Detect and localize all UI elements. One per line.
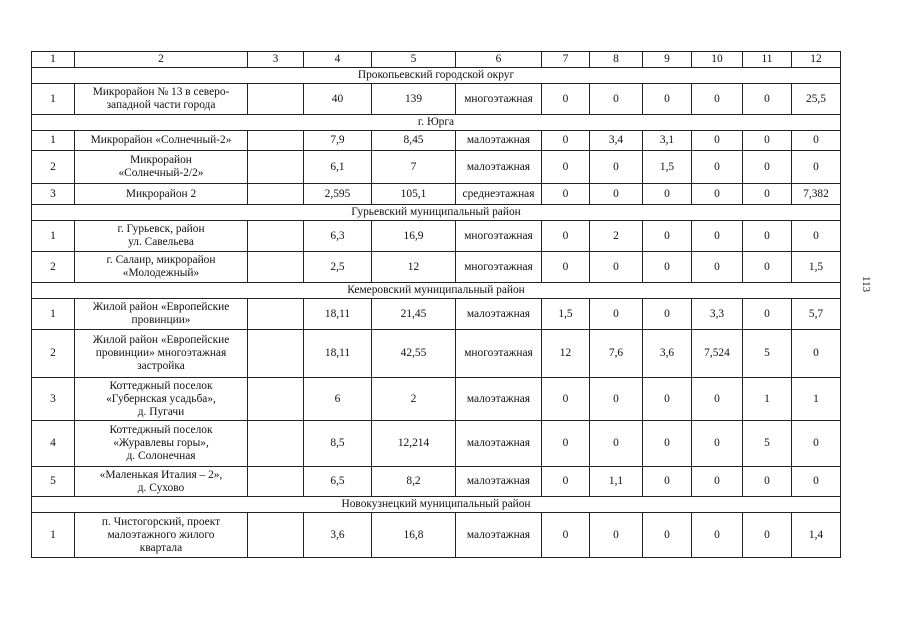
table-cell: среднеэтажная — [456, 184, 542, 205]
table-cell: 21,45 — [372, 299, 456, 330]
section-title: Гурьевский муниципальный район — [32, 205, 841, 221]
table-row — [32, 184, 841, 205]
table-cell: 7,524 — [692, 330, 743, 378]
object-name-cell: Жилой район «Европейские провинции» — [75, 299, 248, 330]
table-cell: 3,3 — [692, 299, 743, 330]
table-cell: 1 — [32, 131, 75, 151]
table-cell: 7,382 — [792, 184, 841, 205]
table-cell: 1 — [32, 84, 75, 115]
table-cell: 4 — [32, 421, 75, 467]
table-cell: малоэтажная — [456, 378, 542, 421]
table-cell: 2,5 — [304, 252, 372, 283]
table-cell: 25,5 — [792, 84, 841, 115]
column-number-cell: 2 — [75, 52, 248, 68]
table-cell: 0 — [743, 513, 792, 558]
table-row — [32, 84, 841, 115]
section-row — [32, 115, 841, 131]
section-title: г. Юрга — [32, 115, 841, 131]
table-cell: 0 — [643, 378, 692, 421]
table-cell: 0 — [792, 221, 841, 252]
table-row — [32, 330, 841, 378]
table-cell: 8,2 — [372, 467, 456, 497]
table-cell: 0 — [692, 378, 743, 421]
table-cell: 5,7 — [792, 299, 841, 330]
table-cell: 2 — [32, 151, 75, 184]
table-cell: 0 — [743, 184, 792, 205]
table-cell: 18,11 — [304, 299, 372, 330]
table-cell: 16,8 — [372, 513, 456, 558]
table-cell: малоэтажная — [456, 299, 542, 330]
table-cell: 0 — [590, 299, 643, 330]
column-number-cell: 9 — [643, 52, 692, 68]
table-cell: 16,9 — [372, 221, 456, 252]
table-cell: 7,9 — [304, 131, 372, 151]
table-cell: 1,5 — [792, 252, 841, 283]
column-number-cell: 8 — [590, 52, 643, 68]
table-cell: многоэтажная — [456, 252, 542, 283]
table-row — [32, 467, 841, 497]
table-row — [32, 221, 841, 252]
object-name-cell: Микрорайон «Солнечный-2» — [75, 131, 248, 151]
table-cell: 1,5 — [643, 151, 692, 184]
table-cell: 0 — [743, 131, 792, 151]
object-name-cell: Коттеджный поселок «Губернская усадьба», д. Пугачи — [75, 378, 248, 421]
table-cell: 2,595 — [304, 184, 372, 205]
table-cell: 1 — [32, 513, 75, 558]
section-title: Кемеровский муниципальный район — [32, 283, 841, 299]
table-cell: 0 — [792, 151, 841, 184]
section-row — [32, 205, 841, 221]
object-name-cell: г. Гурьевск, район ул. Савельева — [75, 221, 248, 252]
table-cell: 0 — [590, 378, 643, 421]
table-cell: 6 — [304, 378, 372, 421]
table-cell: малоэтажная — [456, 467, 542, 497]
table-cell: 12 — [372, 252, 456, 283]
table-row — [32, 299, 841, 330]
table-cell: 0 — [643, 299, 692, 330]
table-cell: 139 — [372, 84, 456, 115]
table-cell: 2 — [372, 378, 456, 421]
table-row — [32, 252, 841, 283]
table-cell: 0 — [743, 467, 792, 497]
table-cell: малоэтажная — [456, 151, 542, 184]
table-cell: 0 — [692, 467, 743, 497]
section-title: Прокопьевский городской округ — [32, 68, 841, 84]
table-cell: 1,4 — [792, 513, 841, 558]
table-cell — [248, 184, 304, 205]
column-number-cell: 11 — [743, 52, 792, 68]
column-number-cell: 12 — [792, 52, 841, 68]
table-cell: 1 — [743, 378, 792, 421]
table-cell: 1 — [32, 299, 75, 330]
section-row — [32, 68, 841, 84]
table-cell: 0 — [792, 421, 841, 467]
table-cell: 12,214 — [372, 421, 456, 467]
table-cell: 0 — [643, 513, 692, 558]
table-cell — [248, 513, 304, 558]
table-cell: 12 — [542, 330, 590, 378]
table-cell: многоэтажная — [456, 221, 542, 252]
table-cell: 0 — [542, 421, 590, 467]
table-cell: 0 — [542, 221, 590, 252]
table-cell: 0 — [692, 252, 743, 283]
table-cell: 6,5 — [304, 467, 372, 497]
table-cell: 3,1 — [643, 131, 692, 151]
table-cell: 0 — [743, 299, 792, 330]
table-cell: 8,5 — [304, 421, 372, 467]
table-cell: малоэтажная — [456, 421, 542, 467]
table-cell: 0 — [643, 421, 692, 467]
column-number-row — [32, 52, 841, 68]
table-cell: 1 — [32, 221, 75, 252]
table-cell — [248, 467, 304, 497]
object-name-cell: Микрорайон 2 — [75, 184, 248, 205]
table-cell: 0 — [542, 378, 590, 421]
table-cell: 0 — [692, 513, 743, 558]
table-cell: малоэтажная — [456, 513, 542, 558]
column-number-cell: 6 — [456, 52, 542, 68]
table-cell: 42,55 — [372, 330, 456, 378]
table-cell — [248, 221, 304, 252]
object-name-cell: п. Чистогорский, проект малоэтажного жилого квартала — [75, 513, 248, 558]
table-cell: 0 — [643, 221, 692, 252]
table-cell — [248, 330, 304, 378]
table-cell: 0 — [590, 252, 643, 283]
table-cell: 0 — [692, 151, 743, 184]
table-cell: 40 — [304, 84, 372, 115]
section-row — [32, 283, 841, 299]
table-cell: 0 — [590, 513, 643, 558]
table-cell: 0 — [590, 151, 643, 184]
table-row — [32, 421, 841, 467]
table-cell: 5 — [743, 421, 792, 467]
column-number-cell: 4 — [304, 52, 372, 68]
column-number-cell: 7 — [542, 52, 590, 68]
table-cell: 5 — [32, 467, 75, 497]
table-cell: многоэтажная — [456, 330, 542, 378]
table-cell: 0 — [542, 184, 590, 205]
table-cell — [248, 131, 304, 151]
table-cell: 2 — [590, 221, 643, 252]
table-cell: 0 — [692, 421, 743, 467]
table-cell: 0 — [643, 252, 692, 283]
table-cell: 0 — [643, 84, 692, 115]
table-cell: малоэтажная — [456, 131, 542, 151]
object-name-cell: Микрорайон № 13 в северо- западной части города — [75, 84, 248, 115]
table-cell — [248, 378, 304, 421]
table-cell: 3,4 — [590, 131, 643, 151]
table-cell: 1,5 — [542, 299, 590, 330]
table-cell: 0 — [743, 84, 792, 115]
table-cell: 0 — [792, 131, 841, 151]
table-cell — [248, 421, 304, 467]
data-table — [31, 51, 841, 558]
table-cell: 105,1 — [372, 184, 456, 205]
column-number-cell: 3 — [248, 52, 304, 68]
table-row — [32, 151, 841, 184]
table-cell — [248, 84, 304, 115]
table-cell: 18,11 — [304, 330, 372, 378]
table-cell: 0 — [743, 221, 792, 252]
table-cell: 0 — [590, 84, 643, 115]
table-cell: 0 — [692, 131, 743, 151]
table-cell: 0 — [542, 252, 590, 283]
table-row — [32, 131, 841, 151]
table-cell: 0 — [643, 184, 692, 205]
table-cell: 0 — [590, 421, 643, 467]
table-cell: 1,1 — [590, 467, 643, 497]
section-title: Новокузнецкий муниципальный район — [32, 497, 841, 513]
table-cell: 7 — [372, 151, 456, 184]
object-name-cell: Микрорайон «Солнечный-2/2» — [75, 151, 248, 184]
table-cell: 7,6 — [590, 330, 643, 378]
table-cell: 0 — [743, 151, 792, 184]
table-cell — [248, 299, 304, 330]
table-row — [32, 513, 841, 558]
table-cell: 3,6 — [304, 513, 372, 558]
table-cell: 3 — [32, 184, 75, 205]
table-cell: 3 — [32, 378, 75, 421]
table-cell: 0 — [792, 330, 841, 378]
table-cell: 8,45 — [372, 131, 456, 151]
object-name-cell: г. Салаир, микрорайон «Молодежный» — [75, 252, 248, 283]
table-cell: 0 — [542, 513, 590, 558]
table-cell: 0 — [692, 221, 743, 252]
table-cell: 5 — [743, 330, 792, 378]
table-row — [32, 378, 841, 421]
table-cell: 0 — [542, 131, 590, 151]
table-cell: 3,6 — [643, 330, 692, 378]
table-cell: 0 — [643, 467, 692, 497]
table-cell: 0 — [692, 84, 743, 115]
table-cell: 6,1 — [304, 151, 372, 184]
table-cell: 2 — [32, 330, 75, 378]
table-cell — [248, 151, 304, 184]
table-cell: 0 — [542, 467, 590, 497]
object-name-cell: Коттеджный поселок «Журавлевы горы», д. Солонечная — [75, 421, 248, 467]
table-cell: 0 — [692, 184, 743, 205]
table-cell — [248, 252, 304, 283]
table-cell: 0 — [590, 184, 643, 205]
table-cell: многоэтажная — [456, 84, 542, 115]
column-number-cell: 5 — [372, 52, 456, 68]
object-name-cell: Жилой район «Европейские провинции» многоэтажная застройка — [75, 330, 248, 378]
table-cell: 0 — [542, 84, 590, 115]
table-cell: 2 — [32, 252, 75, 283]
object-name-cell: «Маленькая Италия – 2», д. Сухово — [75, 467, 248, 497]
table-cell: 6,3 — [304, 221, 372, 252]
column-number-cell: 10 — [692, 52, 743, 68]
section-row — [32, 497, 841, 513]
page-number: 113 — [860, 276, 872, 293]
column-number-cell: 1 — [32, 52, 75, 68]
table-cell: 0 — [743, 252, 792, 283]
table-cell: 0 — [792, 467, 841, 497]
table-cell: 0 — [542, 151, 590, 184]
table-cell: 1 — [792, 378, 841, 421]
